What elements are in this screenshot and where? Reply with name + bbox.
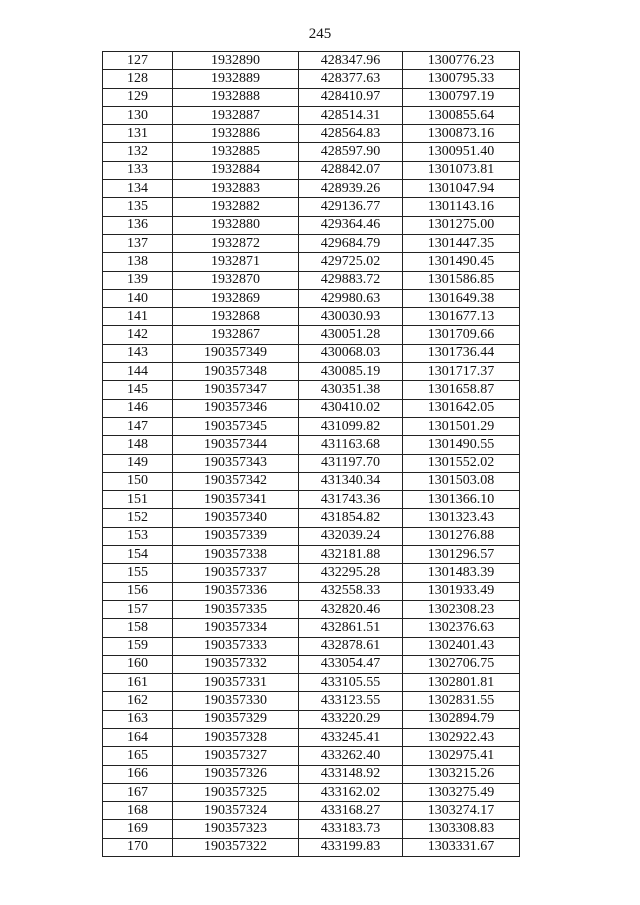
x-coordinate-cell: 428597.90 <box>299 143 403 161</box>
table-row <box>103 381 520 399</box>
x-coordinate-cell: 433105.55 <box>299 674 403 692</box>
point-number-cell: 168 <box>103 802 173 820</box>
y-coordinate-cell: 1301552.02 <box>403 454 520 472</box>
table-row <box>103 546 520 564</box>
page-number: 245 <box>308 26 332 42</box>
table-row <box>103 582 520 600</box>
y-coordinate-cell: 1300873.16 <box>403 125 520 143</box>
point-id-cell: 190357344 <box>173 436 299 454</box>
point-number-cell: 150 <box>103 472 173 490</box>
point-id-cell: 190357339 <box>173 527 299 545</box>
y-coordinate-cell: 1300951.40 <box>403 143 520 161</box>
x-coordinate-cell: 429980.63 <box>299 289 403 307</box>
coordinates-table-body <box>103 52 520 857</box>
point-id-cell: 1932868 <box>173 308 299 326</box>
point-id-cell: 190357345 <box>173 417 299 435</box>
point-id-cell: 190357336 <box>173 582 299 600</box>
x-coordinate-cell: 432558.33 <box>299 582 403 600</box>
y-coordinate-cell: 1301275.00 <box>403 216 520 234</box>
x-coordinate-cell: 433220.29 <box>299 710 403 728</box>
point-number-cell: 138 <box>103 253 173 271</box>
x-coordinate-cell: 428347.96 <box>299 52 403 70</box>
y-coordinate-cell: 1302801.81 <box>403 674 520 692</box>
point-number-cell: 129 <box>103 88 173 106</box>
x-coordinate-cell: 432295.28 <box>299 564 403 582</box>
x-coordinate-cell: 433183.73 <box>299 820 403 838</box>
x-coordinate-cell: 433148.92 <box>299 765 403 783</box>
point-id-cell: 1932880 <box>173 216 299 234</box>
y-coordinate-cell: 1302831.55 <box>403 692 520 710</box>
y-coordinate-cell: 1301933.49 <box>403 582 520 600</box>
x-coordinate-cell: 433262.40 <box>299 747 403 765</box>
x-coordinate-cell: 432861.51 <box>299 619 403 637</box>
y-coordinate-cell: 1300776.23 <box>403 52 520 70</box>
x-coordinate-cell: 430051.28 <box>299 326 403 344</box>
point-number-cell: 167 <box>103 783 173 801</box>
table-row <box>103 253 520 271</box>
point-id-cell: 190357341 <box>173 491 299 509</box>
point-number-cell: 134 <box>103 180 173 198</box>
point-id-cell: 190357328 <box>173 728 299 746</box>
x-coordinate-cell: 428377.63 <box>299 70 403 88</box>
point-id-cell: 1932887 <box>173 106 299 124</box>
table-row <box>103 491 520 509</box>
y-coordinate-cell: 1301490.55 <box>403 436 520 454</box>
point-number-cell: 152 <box>103 509 173 527</box>
point-number-cell: 147 <box>103 417 173 435</box>
point-number-cell: 135 <box>103 198 173 216</box>
point-number-cell: 148 <box>103 436 173 454</box>
table-row <box>103 802 520 820</box>
point-number-cell: 149 <box>103 454 173 472</box>
point-number-cell: 155 <box>103 564 173 582</box>
point-number-cell: 163 <box>103 710 173 728</box>
point-id-cell: 190357323 <box>173 820 299 838</box>
point-id-cell: 190357340 <box>173 509 299 527</box>
table-row <box>103 692 520 710</box>
table-row <box>103 180 520 198</box>
point-number-cell: 146 <box>103 399 173 417</box>
point-id-cell: 190357333 <box>173 637 299 655</box>
point-number-cell: 133 <box>103 161 173 179</box>
table-row <box>103 436 520 454</box>
point-number-cell: 144 <box>103 363 173 381</box>
point-id-cell: 190357332 <box>173 655 299 673</box>
y-coordinate-cell: 1300795.33 <box>403 70 520 88</box>
point-number-cell: 154 <box>103 546 173 564</box>
point-number-cell: 166 <box>103 765 173 783</box>
point-number-cell: 160 <box>103 655 173 673</box>
x-coordinate-cell: 432878.61 <box>299 637 403 655</box>
table-row <box>103 234 520 252</box>
point-id-cell: 190357324 <box>173 802 299 820</box>
x-coordinate-cell: 430410.02 <box>299 399 403 417</box>
table-row <box>103 417 520 435</box>
point-id-cell: 1932890 <box>173 52 299 70</box>
x-coordinate-cell: 433123.55 <box>299 692 403 710</box>
x-coordinate-cell: 430351.38 <box>299 381 403 399</box>
table-row <box>103 161 520 179</box>
y-coordinate-cell: 1301296.57 <box>403 546 520 564</box>
point-number-cell: 136 <box>103 216 173 234</box>
point-id-cell: 190357334 <box>173 619 299 637</box>
coordinates-table <box>102 51 520 857</box>
x-coordinate-cell: 428514.31 <box>299 106 403 124</box>
point-number-cell: 142 <box>103 326 173 344</box>
point-id-cell: 190357327 <box>173 747 299 765</box>
y-coordinate-cell: 1301490.45 <box>403 253 520 271</box>
point-number-cell: 153 <box>103 527 173 545</box>
table-row <box>103 106 520 124</box>
point-number-cell: 162 <box>103 692 173 710</box>
point-id-cell: 1932867 <box>173 326 299 344</box>
y-coordinate-cell: 1303308.83 <box>403 820 520 838</box>
x-coordinate-cell: 433199.83 <box>299 838 403 856</box>
table-row <box>103 143 520 161</box>
table-row <box>103 88 520 106</box>
table-row <box>103 728 520 746</box>
table-row <box>103 308 520 326</box>
y-coordinate-cell: 1301073.81 <box>403 161 520 179</box>
table-row <box>103 454 520 472</box>
table-row <box>103 509 520 527</box>
y-coordinate-cell: 1303331.67 <box>403 838 520 856</box>
y-coordinate-cell: 1300855.64 <box>403 106 520 124</box>
x-coordinate-cell: 429364.46 <box>299 216 403 234</box>
point-number-cell: 164 <box>103 728 173 746</box>
x-coordinate-cell: 429725.02 <box>299 253 403 271</box>
y-coordinate-cell: 1301658.87 <box>403 381 520 399</box>
x-coordinate-cell: 433168.27 <box>299 802 403 820</box>
table-row <box>103 637 520 655</box>
point-id-cell: 190357343 <box>173 454 299 472</box>
x-coordinate-cell: 433245.41 <box>299 728 403 746</box>
table-row <box>103 619 520 637</box>
point-number-cell: 156 <box>103 582 173 600</box>
table-row <box>103 783 520 801</box>
table-row <box>103 344 520 362</box>
table-row <box>103 216 520 234</box>
y-coordinate-cell: 1301642.05 <box>403 399 520 417</box>
x-coordinate-cell: 430030.93 <box>299 308 403 326</box>
point-number-cell: 127 <box>103 52 173 70</box>
point-number-cell: 145 <box>103 381 173 399</box>
x-coordinate-cell: 433162.02 <box>299 783 403 801</box>
table-row <box>103 710 520 728</box>
point-id-cell: 1932883 <box>173 180 299 198</box>
x-coordinate-cell: 428842.07 <box>299 161 403 179</box>
y-coordinate-cell: 1301677.13 <box>403 308 520 326</box>
table-row <box>103 52 520 70</box>
x-coordinate-cell: 432181.88 <box>299 546 403 564</box>
table-row <box>103 527 520 545</box>
point-number-cell: 161 <box>103 674 173 692</box>
table-row <box>103 363 520 381</box>
point-id-cell: 190357348 <box>173 363 299 381</box>
point-number-cell: 159 <box>103 637 173 655</box>
x-coordinate-cell: 428410.97 <box>299 88 403 106</box>
point-number-cell: 169 <box>103 820 173 838</box>
point-number-cell: 130 <box>103 106 173 124</box>
y-coordinate-cell: 1301366.10 <box>403 491 520 509</box>
point-id-cell: 190357329 <box>173 710 299 728</box>
point-id-cell: 190357349 <box>173 344 299 362</box>
point-id-cell: 190357331 <box>173 674 299 692</box>
x-coordinate-cell: 428564.83 <box>299 125 403 143</box>
y-coordinate-cell: 1301503.08 <box>403 472 520 490</box>
point-number-cell: 132 <box>103 143 173 161</box>
y-coordinate-cell: 1302922.43 <box>403 728 520 746</box>
y-coordinate-cell: 1301736.44 <box>403 344 520 362</box>
x-coordinate-cell: 431163.68 <box>299 436 403 454</box>
point-number-cell: 165 <box>103 747 173 765</box>
table-row <box>103 838 520 856</box>
table-row <box>103 289 520 307</box>
point-number-cell: 170 <box>103 838 173 856</box>
y-coordinate-cell: 1302706.75 <box>403 655 520 673</box>
x-coordinate-cell: 432820.46 <box>299 600 403 618</box>
y-coordinate-cell: 1302308.23 <box>403 600 520 618</box>
table-row <box>103 655 520 673</box>
x-coordinate-cell: 429883.72 <box>299 271 403 289</box>
x-coordinate-cell: 431854.82 <box>299 509 403 527</box>
x-coordinate-cell: 428939.26 <box>299 180 403 198</box>
y-coordinate-cell: 1301717.37 <box>403 363 520 381</box>
table-row <box>103 600 520 618</box>
point-number-cell: 141 <box>103 308 173 326</box>
y-coordinate-cell: 1301483.39 <box>403 564 520 582</box>
x-coordinate-cell: 430085.19 <box>299 363 403 381</box>
y-coordinate-cell: 1301143.16 <box>403 198 520 216</box>
table-row <box>103 564 520 582</box>
y-coordinate-cell: 1301501.29 <box>403 417 520 435</box>
point-id-cell: 1932869 <box>173 289 299 307</box>
table-row <box>103 70 520 88</box>
y-coordinate-cell: 1301709.66 <box>403 326 520 344</box>
point-number-cell: 143 <box>103 344 173 362</box>
x-coordinate-cell: 431099.82 <box>299 417 403 435</box>
point-number-cell: 151 <box>103 491 173 509</box>
table-row <box>103 674 520 692</box>
table-row <box>103 765 520 783</box>
table-row <box>103 747 520 765</box>
table-row <box>103 198 520 216</box>
point-id-cell: 1932882 <box>173 198 299 216</box>
point-number-cell: 128 <box>103 70 173 88</box>
y-coordinate-cell: 1303215.26 <box>403 765 520 783</box>
point-id-cell: 1932871 <box>173 253 299 271</box>
point-number-cell: 140 <box>103 289 173 307</box>
point-id-cell: 1932888 <box>173 88 299 106</box>
y-coordinate-cell: 1302975.41 <box>403 747 520 765</box>
table-row <box>103 472 520 490</box>
point-id-cell: 1932889 <box>173 70 299 88</box>
point-id-cell: 190357347 <box>173 381 299 399</box>
point-id-cell: 190357346 <box>173 399 299 417</box>
point-number-cell: 139 <box>103 271 173 289</box>
point-id-cell: 1932885 <box>173 143 299 161</box>
y-coordinate-cell: 1303274.17 <box>403 802 520 820</box>
point-id-cell: 1932872 <box>173 234 299 252</box>
point-id-cell: 190357338 <box>173 546 299 564</box>
point-id-cell: 190357342 <box>173 472 299 490</box>
y-coordinate-cell: 1302894.79 <box>403 710 520 728</box>
table-row <box>103 326 520 344</box>
x-coordinate-cell: 431197.70 <box>299 454 403 472</box>
y-coordinate-cell: 1302376.63 <box>403 619 520 637</box>
point-id-cell: 190357330 <box>173 692 299 710</box>
y-coordinate-cell: 1301649.38 <box>403 289 520 307</box>
point-id-cell: 1932886 <box>173 125 299 143</box>
x-coordinate-cell: 431340.34 <box>299 472 403 490</box>
point-number-cell: 137 <box>103 234 173 252</box>
point-number-cell: 131 <box>103 125 173 143</box>
y-coordinate-cell: 1301447.35 <box>403 234 520 252</box>
x-coordinate-cell: 431743.36 <box>299 491 403 509</box>
table-row <box>103 125 520 143</box>
table-row <box>103 820 520 838</box>
y-coordinate-cell: 1301276.88 <box>403 527 520 545</box>
point-number-cell: 158 <box>103 619 173 637</box>
y-coordinate-cell: 1301323.43 <box>403 509 520 527</box>
point-id-cell: 190357335 <box>173 600 299 618</box>
point-id-cell: 190357326 <box>173 765 299 783</box>
point-id-cell: 1932884 <box>173 161 299 179</box>
y-coordinate-cell: 1302401.43 <box>403 637 520 655</box>
y-coordinate-cell: 1300797.19 <box>403 88 520 106</box>
x-coordinate-cell: 429684.79 <box>299 234 403 252</box>
point-number-cell: 157 <box>103 600 173 618</box>
point-id-cell: 190357325 <box>173 783 299 801</box>
y-coordinate-cell: 1303275.49 <box>403 783 520 801</box>
x-coordinate-cell: 429136.77 <box>299 198 403 216</box>
x-coordinate-cell: 430068.03 <box>299 344 403 362</box>
point-id-cell: 190357337 <box>173 564 299 582</box>
x-coordinate-cell: 433054.47 <box>299 655 403 673</box>
point-id-cell: 190357322 <box>173 838 299 856</box>
y-coordinate-cell: 1301586.85 <box>403 271 520 289</box>
table-row <box>103 399 520 417</box>
x-coordinate-cell: 432039.24 <box>299 527 403 545</box>
y-coordinate-cell: 1301047.94 <box>403 180 520 198</box>
table-row <box>103 271 520 289</box>
point-id-cell: 1932870 <box>173 271 299 289</box>
